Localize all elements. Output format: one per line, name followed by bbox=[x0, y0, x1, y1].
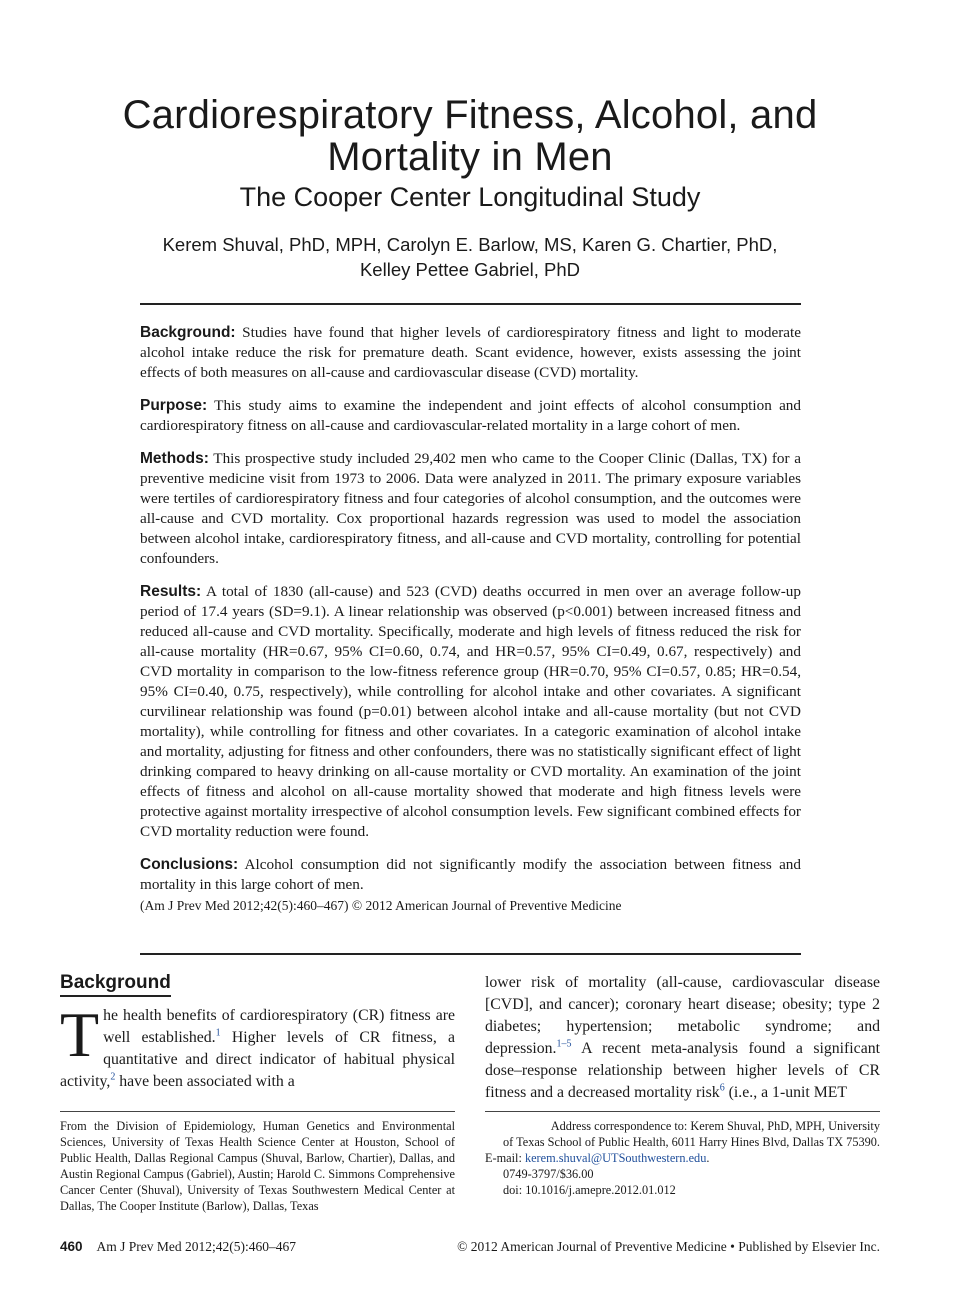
article-subtitle: The Cooper Center Longitudinal Study bbox=[239, 182, 701, 212]
drop-cap: T bbox=[60, 999, 100, 1070]
abstract-methods-label: Methods: bbox=[140, 450, 209, 467]
body-column-left bbox=[60, 972, 455, 1093]
body-text-right-a: lower risk of mortality (all-cause, cardiovascular disease [CVD], and cancer); coronary heart disease; obesity; type 2 diabetes; hypertension; metabolic syndrome; and depression. bbox=[485, 974, 880, 1057]
abstract-background-text: Studies have found that higher levels of cardiorespiratory fitness and light to moderate alcohol intake reduce the risk for premature death. Scant evidence, however, exists assessing the joint effects of both measures on all-cause and cardiovascular disease (CVD) mortality. bbox=[140, 324, 801, 381]
page-footer bbox=[60, 1238, 880, 1256]
email-link[interactable]: kerem.shuval@UTSouthwestern.edu bbox=[524, 1151, 707, 1165]
affiliations-footnote: From the Division of Epidemiology, Human Genetics and Environmental Sciences, University of Texas Health Science Center at Houston, School of Public Health, Dallas Regional Campus (Shuval, Barlow, Chartier), Dallas, and Austin Regional Campus (Gabriel), Austin; Harold C. Simmons Comprehensive Cancer Center (Shuval), University of Texas Southwestern Medical Center at Dallas, The Cooper Institute (Barlow), Dallas, Texas bbox=[60, 1119, 455, 1213]
abstract-conclusions-text: Alcohol consumption did not significantly modify the association between fitness and mortality in this large cohort of men. bbox=[140, 856, 801, 893]
correspondence-line-1: Address correspondence to: Kerem Shuval, PhD, MPH, University bbox=[550, 1119, 880, 1133]
footer-bullet: • bbox=[730, 1239, 735, 1254]
footer-publisher: Published by Elsevier Inc. bbox=[738, 1239, 880, 1254]
correspondence-line-2: of Texas School of Public Health, 6011 Harry Hines Blvd, Dallas TX 75390. bbox=[503, 1135, 880, 1149]
article-header bbox=[60, 94, 880, 214]
author-list bbox=[100, 232, 840, 282]
abstract-bottom-rule bbox=[140, 953, 801, 955]
correspondence-email-line bbox=[485, 1150, 880, 1166]
footer-right bbox=[457, 1238, 880, 1256]
reference-link-6[interactable]: 6 bbox=[719, 1082, 725, 1094]
email-end: . bbox=[706, 1151, 710, 1165]
reference-link-1-5[interactable]: 1–5 bbox=[556, 1038, 572, 1050]
footer-copyright: © 2012 American Journal of Preventive Medicine bbox=[457, 1239, 727, 1254]
abstract-purpose-label: Purpose: bbox=[140, 397, 208, 414]
abstract-methods bbox=[140, 449, 801, 569]
body-text-left-c: have been associated with a bbox=[115, 1073, 295, 1090]
footnote-rule-left bbox=[60, 1111, 455, 1112]
abstract-top-rule bbox=[140, 303, 801, 305]
body-text-left-b: Higher levels of CR fitness, a quantitative and direct indicator of habitual physical activity, bbox=[60, 1029, 455, 1090]
email-label: E-mail: bbox=[485, 1151, 525, 1165]
footer-journal-ref: Am J Prev Med 2012;42(5):460–467 bbox=[96, 1239, 297, 1254]
body-paragraph-1 bbox=[60, 999, 455, 1093]
reference-link-1[interactable]: 1 bbox=[215, 1027, 221, 1039]
abstract bbox=[140, 323, 801, 929]
article-title-line-1: Cardiorespiratory Fitness, Alcohol, and bbox=[122, 93, 818, 137]
body-text-left-a: he health benefits of cardiorespiratory (CR) fitness are well established. bbox=[103, 1007, 455, 1046]
body-paragraph-1-continued bbox=[485, 972, 880, 1104]
author-line-2: Kelley Pettee Gabriel, PhD bbox=[359, 259, 581, 280]
abstract-background-label: Background: bbox=[140, 324, 236, 341]
abstract-conclusions-label: Conclusions: bbox=[140, 856, 239, 873]
abstract-methods-text: This prospective study included 29,402 men who came to the Cooper Clinic (Dallas, TX) for a preventive medicine visit from 1973 to 2006. Data were analyzed in 2011. The primary exposure variables were tertiles of cardiorespiratory fitness and four categories of alcohol consumption, and the outcomes were all-cause and CVD mortality. Cox proportional hazards regression was used to model the association between alcohol intake, cardiorespiratory fitness, and all-cause and CVD mortality, controlling for potential confounders. bbox=[140, 450, 801, 567]
abstract-results-text: A total of 1830 (all-cause) and 523 (CVD) deaths occurred in men over an average follow-up period of 17.4 years (SD=9.1). A linear relationship was observed (p<0.001) between increased fitness and reduced all-cause and CVD mortality. Specifically, moderate and high levels of fitness reduced the risk for all-cause mortality (HR=0.67, 95% CI=0.60, 0.74, and HR=0.57, 95% CI=0.49, 0.67, respectively) and CVD mortality in comparison to the low-fitness reference group (HR=0.70, 95% CI=0.57, 0.85; HR=0.54, 95% CI=0.40, 0.75, respectively), while controlling for alcohol intake and other covariates. A significant curvilinear relationship was found (p=0.01) between alcohol intake and all-cause mortality (but not CVD mortality), while controlling for fitness and other covariates. In a categoric examination of alcohol intake and mortality, adjusting for fitness and other confounders, there was no statistically significant effect of light drinking compared to heavy drinking on all-cause mortality or CVD mortality. An examination of the joint effects of fitness and alcohol on all-cause mortality showed that moderate and high fitness levels were protective against mortality irrespective of alcohol consumption levels. Few significant combined effects for CVD mortality reduction were found. bbox=[140, 583, 801, 840]
page-number: 460 bbox=[60, 1239, 83, 1254]
abstract-results-label: Results: bbox=[140, 583, 202, 600]
body-column-right bbox=[485, 972, 880, 1104]
abstract-background bbox=[140, 323, 801, 383]
abstract-results bbox=[140, 582, 801, 842]
abstract-purpose bbox=[140, 396, 801, 436]
abstract-conclusions bbox=[140, 855, 801, 895]
doi[interactable]: doi: 10.1016/j.amepre.2012.01.012 bbox=[503, 1183, 676, 1197]
body-text-right-c: (i.e., a 1-unit MET bbox=[724, 1084, 848, 1101]
author-line-1: Kerem Shuval, PhD, MPH, Carolyn E. Barlow, MS, Karen G. Chartier, PhD, bbox=[162, 234, 778, 255]
abstract-purpose-text: This study aims to examine the independent and joint effects of alcohol consumption and cardiorespiratory fitness on all-cause and cardiovascular-related mortality in a large cohort of men. bbox=[140, 397, 801, 434]
price-code: 0749-3797/$36.00 bbox=[503, 1167, 594, 1181]
article-title-line-2: Mortality in Men bbox=[327, 135, 613, 179]
body-text-right-b: A recent meta-analysis found a significant dose–response relationship between higher levels of CR fitness and a decreased mortality risk bbox=[485, 1040, 880, 1101]
section-heading-background: Background bbox=[60, 972, 171, 997]
article-title bbox=[60, 94, 880, 178]
journal-citation: (Am J Prev Med 2012;42(5):460–467) © 2012 American Journal of Preventive Medicine bbox=[140, 898, 622, 913]
footnote-rule-right bbox=[485, 1111, 880, 1112]
correspondence-footnote bbox=[485, 1118, 880, 1198]
reference-link-2[interactable]: 2 bbox=[110, 1071, 116, 1083]
